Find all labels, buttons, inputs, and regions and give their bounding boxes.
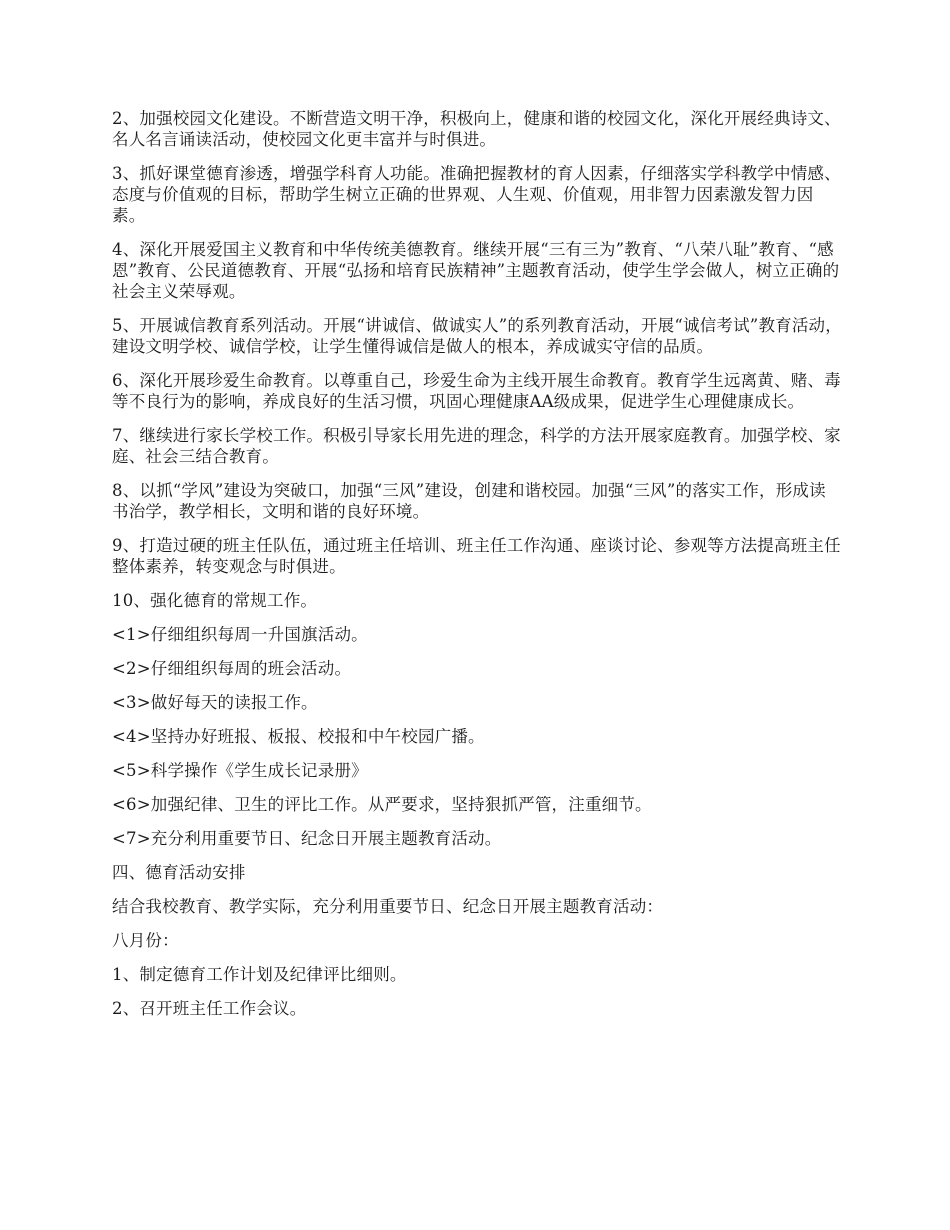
- paragraph-integrity: 5、开展诚信教育系列活动。开展“讲诚信、做诚实人”的系列教育活动，开展“诚信考试”教育活动，建设文明学校、诚信学校，让学生懂得诚信是做人的根本，养成诚实守信的品质。: [112, 316, 842, 356]
- list-item-work-plan: 1、制定德育工作计划及纪律评比细则。: [112, 965, 407, 984]
- list-item-growth-record: <5>科学操作《学生成长记录册》: [112, 761, 368, 780]
- list-item-newspaper-reading: <3>做好每天的读报工作。: [112, 693, 318, 712]
- paragraph-activities-intro: 结合我校教育、教学实际，充分利用重要节日、纪念日开展主题教育活动：: [112, 897, 664, 916]
- list-item-teacher-meeting: 2、召开班主任工作会议。: [112, 999, 307, 1018]
- list-item-discipline: <6>加强纪律、卫生的评比工作。从严要求，坚持狠抓严管，注重细节。: [112, 795, 652, 814]
- paragraph-parent-school: 7、继续进行家长学校工作。积极引导家长用先进的理念，科学的方法开展家庭教育。加强学校、家庭、社会三结合教育。: [112, 426, 841, 466]
- paragraph-routine-work: 10、强化德育的常规工作。: [112, 591, 318, 610]
- month-heading-august: 八月份：: [112, 931, 179, 950]
- paragraph-classroom-moral: 3、抓好课堂德育渗透，增强学科育人功能。准确把握教材的育人因素，仔细落实学科教学中情感、态度与价值观的目标，帮助学生树立正确的世界观、人生观、价值观，用非智力因素激发智力因素。: [112, 164, 841, 225]
- list-item-class-meeting: <2>仔细组织每周的班会活动。: [112, 659, 352, 678]
- paragraph-campus-culture: 2、加强校园文化建设。不断营造文明干净，积极向上，健康和谐的校园文化，深化开展经典诗文、名人名言诵读活动，使校园文化更丰富并与时俱进。: [112, 109, 841, 149]
- paragraph-patriotism: 4、深化开展爱国主义教育和中华传统美德教育。继续开展“三有三为”教育、“八荣八耻”教育、“感恩”教育、公民道德教育、开展“弘扬和培育民族精神”主题教育活动，使学生学会做人，树立正确的社会主义荣辱观。: [112, 240, 840, 301]
- document-body: [112, 108, 842, 1032]
- paragraph-life-education: 6、深化开展珍爱生命教育。以尊重自己，珍爱生命为主线开展生命教育。教育学生远离黄、赌、毒等不良行为的影响，养成良好的生活习惯，巩固心理健康AA级成果，促进学生心理健康成长。: [112, 371, 841, 411]
- list-item-flag-raising: <1>仔细组织每周一升国旗活动。: [112, 625, 368, 644]
- list-item-broadcast: <4>坚持办好班报、板报、校报和中午校园广播。: [112, 727, 485, 746]
- list-item-festivals: <7>充分利用重要节日、纪念日开展主题教育活动。: [112, 829, 502, 848]
- section-heading-activities: 四、德育活动安排: [112, 863, 246, 882]
- paragraph-study-style: 8、以抓“学风”建设为突破口，加强“三风”建设，创建和谐校园。加强“三风”的落实工作，形成读书治学，教学相长，文明和谐的良好环境。: [112, 481, 826, 521]
- paragraph-head-teachers: 9、打造过硬的班主任队伍，通过班主任培训、班主任工作沟通、座谈讨论、参观等方法提高班主任整体素养，转变观念与时俱进。: [112, 536, 841, 576]
